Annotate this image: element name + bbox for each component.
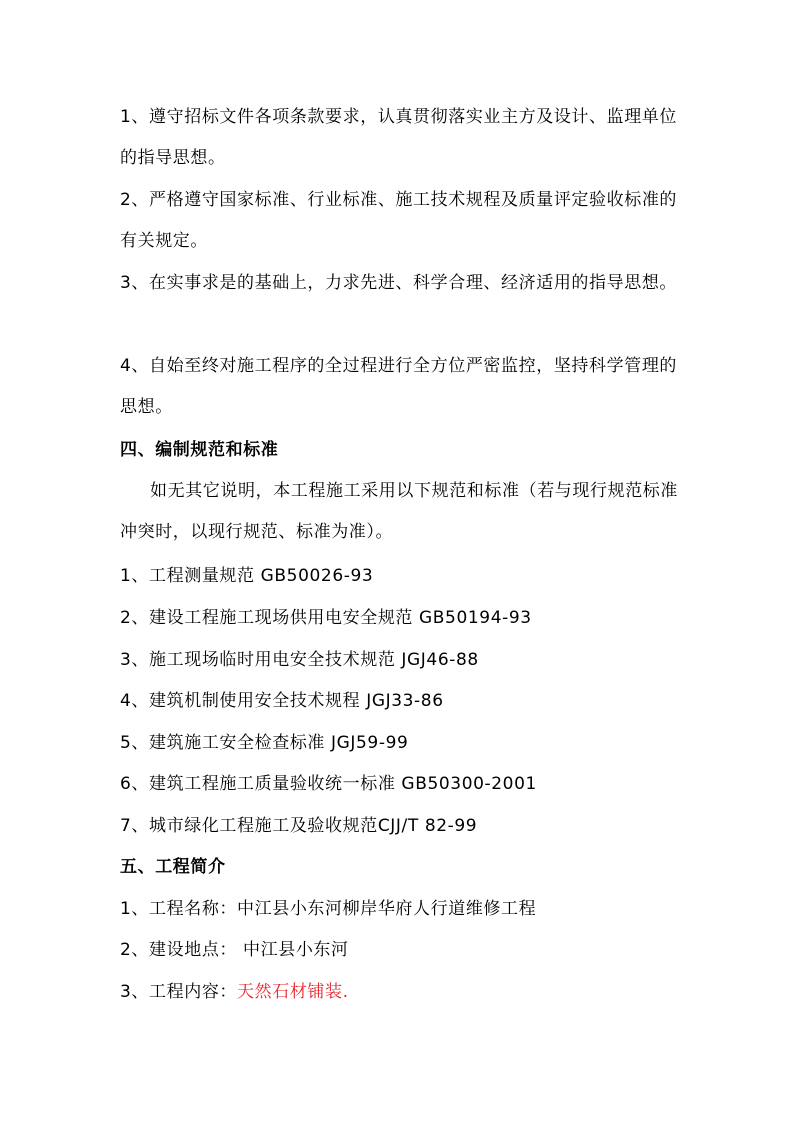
project-content-value: 天然石材铺装. [237,982,349,1002]
principle-item-3: 3、在实事求是的基础上，力求先进、科学合理、经济适用的指导思想。 [120,273,678,293]
standard-item-1: 1、工程测量规范 GB50026-93 [120,566,374,586]
standard-item-2: 2、建设工程施工现场供用电安全规范 GB50194-93 [120,608,532,628]
project-content-label: 3、工程内容： [120,982,238,1002]
principle-item-2: 2、严格遵守国家标准、行业标准、施工技术规程及质量评定验收标准的有关规定。 [120,190,678,251]
standard-item-4: 4、建筑机制使用安全技术规程 JGJ33-86 [120,691,444,711]
standards-intro: 如无其它说明，本工程施工采用以下规范和标准（若与现行规范标准冲突时，以现行规范、标准为准）。 [120,481,678,542]
standard-item-5: 5、建筑施工安全检查标准 JGJ59-99 [120,733,409,753]
principle-item-4: 4、自始至终对施工程序的全过程进行全方位严密监控，坚持科学管理的思想。 [120,356,678,417]
standard-item-7: 7、城市绿化工程施工及验收规范CJJ/T 82-99 [120,816,478,836]
section-heading-standards: 四、编制规范和标准 [120,440,279,460]
standard-item-3: 3、施工现场临时用电安全技术规范 JGJ46-88 [120,650,479,670]
project-location: 2、建设地点： 中江县小东河 [120,940,349,960]
standard-item-6: 6、建筑工程施工质量验收统一标准 GB50300-2001 [120,774,537,794]
section-heading-overview: 五、工程简介 [120,857,226,877]
principle-item-1: 1、遵守招标文件各项条款要求，认真贯彻落实业主方及设计、监理单位的指导思想。 [120,107,678,168]
project-name: 1、工程名称：中江县小东河柳岸华府人行道维修工程 [120,899,537,919]
project-content [120,980,680,1004]
